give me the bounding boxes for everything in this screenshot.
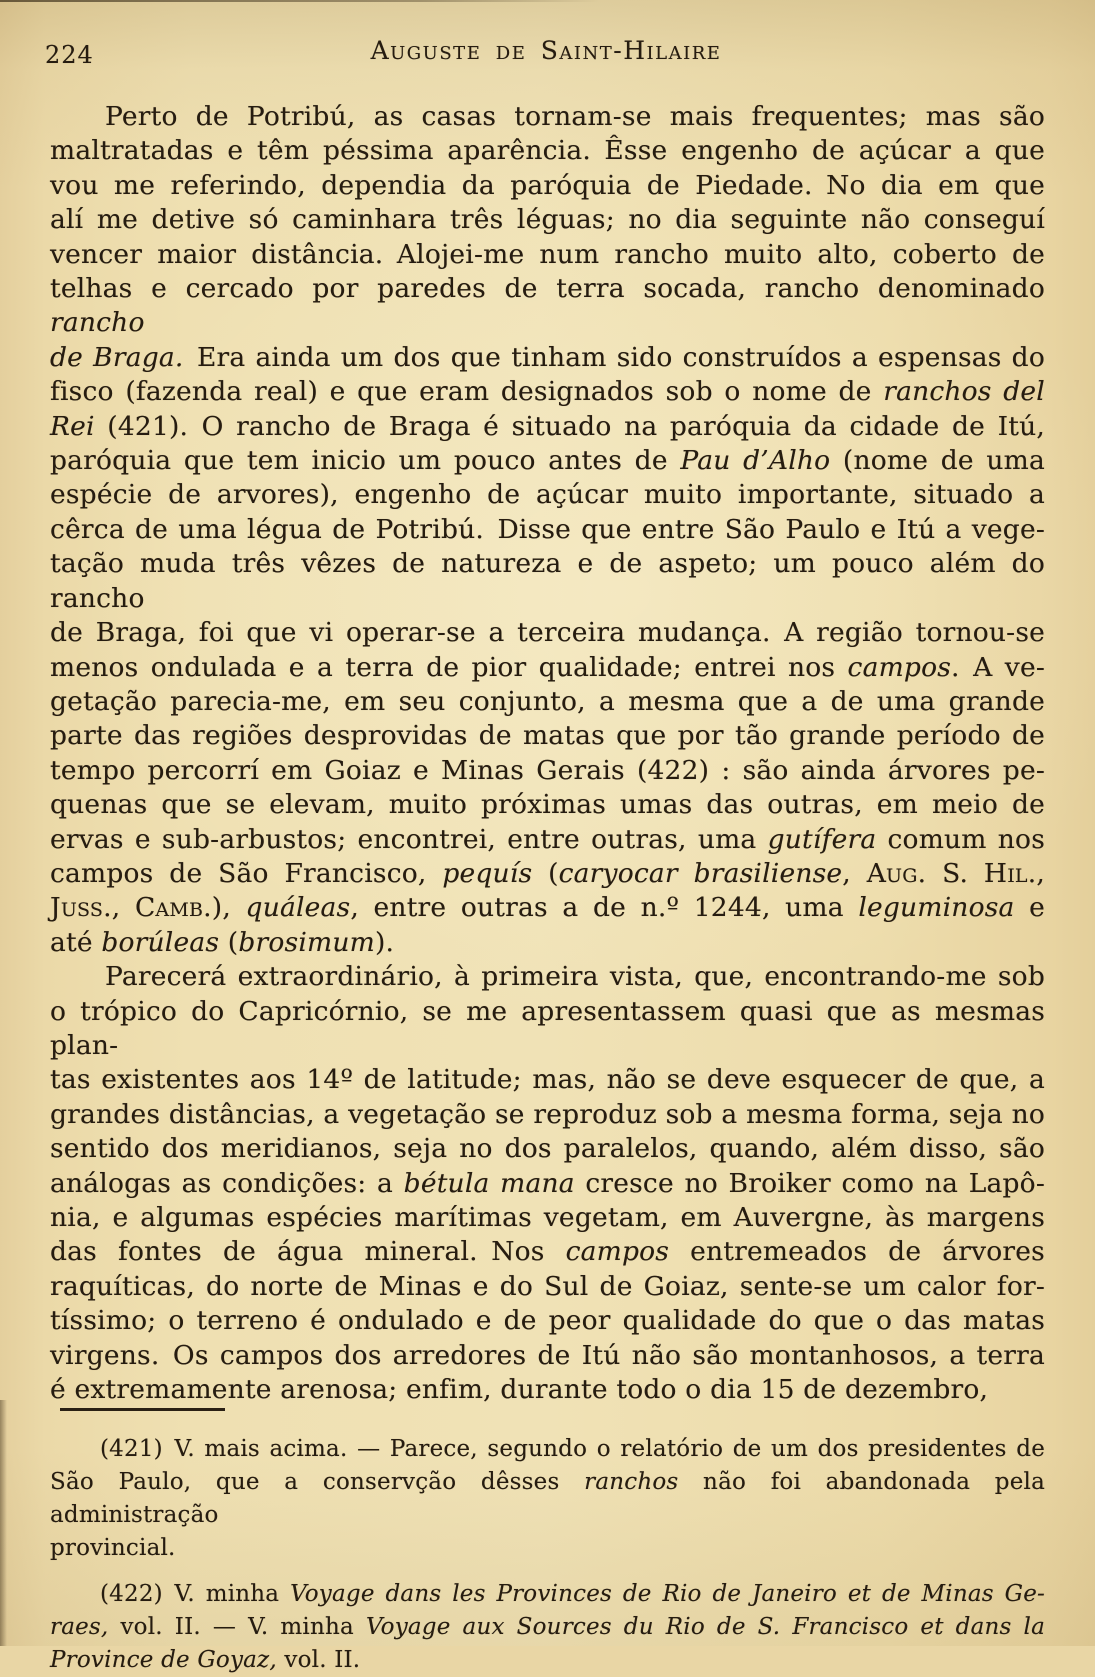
text-run: tempo percorrí em Goiaz e Minas Gerais (422) : são ainda árvores pe- bbox=[50, 754, 1045, 786]
text-run: cêrca de uma légua de Potribú. Disse que entre São Paulo e Itú a vege- bbox=[50, 513, 1045, 545]
italic-text-run: caryocar brasiliense bbox=[558, 857, 843, 889]
italic-text-run: bétula mana bbox=[403, 1167, 575, 1199]
footnote-paragraph bbox=[50, 1578, 1045, 1677]
text-line bbox=[50, 1532, 1045, 1565]
text-line bbox=[50, 375, 1045, 409]
italic-text-run: rancho bbox=[50, 307, 145, 339]
text-run: , bbox=[1036, 857, 1045, 889]
text-run: raquíticas, do norte de Minas e do Sul de Goiaz, sente-se um calor for- bbox=[50, 1270, 1045, 1302]
text-line bbox=[50, 1270, 1045, 1304]
text-line bbox=[50, 754, 1045, 788]
footnote-list bbox=[50, 1433, 1045, 1677]
text-run: getação parecia-me, em seu conjunto, a mesma que a de uma grande bbox=[50, 685, 1045, 717]
text-run: maltratadas e têm péssima aparência. Êsse engenho de açúcar a que bbox=[50, 135, 1045, 167]
smallcaps-text-run: Juss., Camb. bbox=[50, 892, 212, 924]
body-paragraph bbox=[50, 100, 1045, 960]
text-run: provincial. bbox=[50, 1535, 176, 1561]
italic-text-run: borúleas bbox=[101, 926, 220, 958]
text-line bbox=[50, 478, 1045, 512]
text-run: tíssimo; o terreno é ondulado e de peor qualidade do que o das matas bbox=[50, 1305, 1045, 1337]
italic-text-run: ranchos bbox=[584, 1469, 679, 1495]
text-line bbox=[50, 1201, 1045, 1235]
text-run: não foi abandonada pela administração bbox=[50, 1469, 1046, 1528]
italic-text-run: ranchos del bbox=[883, 376, 1045, 408]
italic-text-run: gutífera bbox=[767, 823, 877, 855]
body-paragraph bbox=[50, 960, 1045, 1407]
text-run: vou me referindo, dependia da paróquia de Piedade. No dia em que bbox=[50, 169, 1045, 201]
text-run: o trópico do Capricórnio, se me apresentassem quasi que as mesmas plan- bbox=[50, 995, 1045, 1061]
text-line bbox=[50, 513, 1045, 547]
text-run: ), bbox=[211, 892, 246, 924]
text-run: grandes distâncias, a vegetação se reproduz sob a mesma forma, seja no bbox=[50, 1098, 1045, 1130]
footnote-rule bbox=[60, 1408, 225, 1411]
text-run: São Paulo, que a conservção dêsses bbox=[50, 1469, 585, 1495]
text-line bbox=[50, 410, 1045, 444]
text-line bbox=[50, 1063, 1045, 1097]
text-run: tas existentes aos 14º de latitude; mas, não se deve esquecer de que, a bbox=[50, 1064, 1045, 1096]
text-run: Perto de Potribú, as casas tornam-se mais frequentes; mas são bbox=[105, 101, 1045, 132]
text-run: (422) V. minha bbox=[100, 1581, 291, 1607]
text-line bbox=[50, 926, 1045, 960]
italic-text-run: brosimum bbox=[238, 926, 375, 958]
text-run: campos de São Francisco, bbox=[50, 857, 443, 889]
text-run: ). bbox=[374, 926, 395, 958]
text-line bbox=[50, 100, 1045, 134]
text-run: Parecerá extraordinário, à primeira vista, que, encontrando-me sob bbox=[105, 961, 1045, 993]
text-line bbox=[50, 444, 1045, 478]
text-line bbox=[50, 651, 1045, 685]
text-run: das fontes de água mineral. Nos bbox=[50, 1236, 566, 1268]
italic-text-run: leguminosa bbox=[858, 892, 1015, 924]
text-run: paróquia que tem inicio um pouco antes de bbox=[50, 445, 681, 477]
text-run: parte das regiões desprovidas de matas que por tão grande período de bbox=[50, 720, 1045, 752]
text-run: espécie de arvores), engenho de açúcar muito importante, situado a bbox=[50, 479, 1045, 511]
text-line bbox=[50, 238, 1045, 272]
italic-text-run: Voyage aux Sources du Rio de S. Francisco et dans la bbox=[365, 1614, 1045, 1640]
italic-text-run: Rei bbox=[50, 410, 95, 442]
text-run: tação muda três vêzes de natureza e de aspeto; um pouco além do rancho bbox=[50, 548, 1045, 614]
text-line bbox=[50, 203, 1045, 237]
text-line bbox=[50, 169, 1045, 203]
text-line bbox=[50, 341, 1045, 375]
text-run: (421). O rancho de Braga é situado na paróquia da cidade de Itú, bbox=[94, 410, 1045, 442]
text-run: comum nos bbox=[876, 823, 1046, 855]
page-number: 224 bbox=[45, 41, 94, 69]
text-run: fisco (fazenda real) e que eram designados sob o nome de bbox=[50, 376, 884, 408]
italic-text-run: campos bbox=[847, 651, 952, 683]
text-line bbox=[50, 719, 1045, 753]
text-line bbox=[50, 1578, 1045, 1611]
italic-text-run: pequís bbox=[442, 857, 533, 889]
text-run: análogas as condições: a bbox=[50, 1167, 404, 1199]
text-run: , bbox=[842, 857, 867, 889]
text-run: vol. II. bbox=[276, 1647, 361, 1673]
text-line bbox=[50, 891, 1045, 925]
text-run: vencer maior distância. Alojei-me num rancho muito alto, coberto de bbox=[50, 238, 1045, 270]
text-run: nia, e algumas espécies marítimas vegetam, em Auvergne, às margens bbox=[50, 1202, 1045, 1233]
text-run: sentido dos meridianos, seja no dos paralelos, quando, além disso, são bbox=[50, 1133, 1045, 1165]
footnote-section bbox=[50, 1408, 1045, 1677]
italic-text-run: Pau d’Alho bbox=[680, 445, 831, 477]
scan-edge-left bbox=[0, 1400, 7, 1646]
text-run: até bbox=[50, 926, 102, 958]
text-line bbox=[50, 134, 1045, 168]
text-line bbox=[50, 1611, 1045, 1644]
text-run: é extremamente arenosa; enfim, durante todo o dia 15 de dezembro, bbox=[50, 1374, 989, 1406]
text-run: (nome de uma bbox=[830, 445, 1045, 477]
text-line bbox=[50, 960, 1045, 994]
scan-edge-top bbox=[0, 0, 600, 2]
text-run: Era ainda um dos que tinham sido construídos a espensas do bbox=[183, 341, 1045, 373]
text-line bbox=[50, 1167, 1045, 1201]
text-line bbox=[50, 1433, 1045, 1466]
text-run: (421) V. mais acima. — Parece, segundo o relatório de um dos presidentes de bbox=[100, 1436, 1045, 1462]
text-run: vol. II. — V. minha bbox=[108, 1614, 366, 1640]
italic-text-run: de Braga. bbox=[50, 341, 184, 373]
text-line bbox=[50, 685, 1045, 719]
text-run: entremeados de árvores bbox=[669, 1236, 1045, 1268]
page-header bbox=[45, 36, 1047, 70]
text-line bbox=[50, 1644, 1045, 1677]
italic-text-run: Province de Goyaz, bbox=[50, 1647, 277, 1673]
text-line bbox=[50, 823, 1045, 857]
text-line bbox=[50, 1339, 1045, 1373]
text-line bbox=[50, 857, 1045, 891]
text-line bbox=[50, 547, 1045, 616]
text-run: quenas que se elevam, muito próximas umas das outras, em meio de bbox=[50, 789, 1045, 821]
text-run: . A ve- bbox=[951, 651, 1045, 683]
text-line bbox=[50, 995, 1045, 1064]
text-run: cresce no Broiker como na Lapô- bbox=[574, 1167, 1045, 1199]
smallcaps-text-run: Aug. S. Hil. bbox=[866, 857, 1037, 889]
text-run: ( bbox=[532, 857, 559, 889]
text-run: alí me detive só caminhara três léguas; no dia seguinte não conseguí bbox=[50, 204, 1045, 236]
text-run: virgens. Os campos dos arredores de Itú não são montanhosos, a terra bbox=[50, 1339, 1045, 1371]
running-title: Auguste de Saint-Hilaire bbox=[370, 36, 722, 65]
text-line bbox=[50, 616, 1045, 650]
text-run: de Braga, foi que vi operar-se a terceira mudança. A região tornou-se bbox=[50, 617, 1045, 649]
italic-text-run: campos bbox=[565, 1236, 670, 1268]
footnote-paragraph bbox=[50, 1433, 1045, 1565]
text-run: menos ondulada e a terra de pior qualidade; entrei nos bbox=[50, 651, 848, 683]
italic-text-run: Voyage dans les Provinces de Rio de Janeiro et de Minas Ge- bbox=[290, 1581, 1045, 1607]
italic-text-run: quáleas bbox=[245, 892, 351, 924]
text-line bbox=[50, 1304, 1045, 1338]
text-line bbox=[50, 272, 1045, 341]
italic-text-run: raes, bbox=[50, 1614, 109, 1640]
text-line bbox=[50, 1235, 1045, 1269]
text-line bbox=[50, 1373, 1045, 1407]
text-line bbox=[50, 788, 1045, 822]
text-run: telhas e cercado por paredes de terra socada, rancho denominado bbox=[50, 273, 1045, 305]
text-run: ervas e sub-arbustos; encontrei, entre outras, uma bbox=[50, 823, 768, 855]
text-line bbox=[50, 1098, 1045, 1132]
text-line bbox=[50, 1132, 1045, 1166]
text-run: ( bbox=[219, 926, 239, 958]
body-text bbox=[50, 100, 1045, 1407]
text-run: , entre outras a de n.º 1244, uma bbox=[350, 892, 859, 924]
text-line bbox=[50, 1466, 1045, 1532]
text-run: e bbox=[1014, 892, 1045, 924]
